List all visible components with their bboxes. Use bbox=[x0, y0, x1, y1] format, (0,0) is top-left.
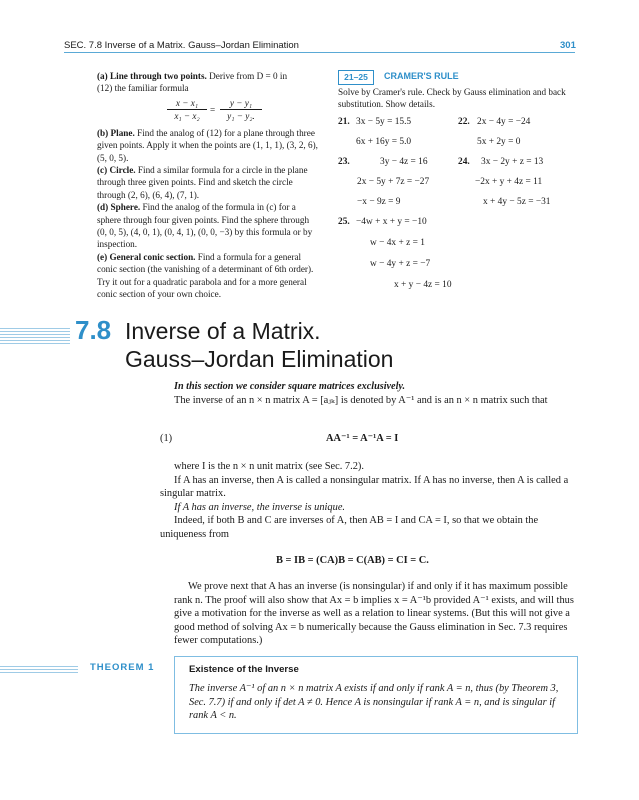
running-header: SEC. 7.8 Inverse of a Matrix. Gauss–Jordan Elimination bbox=[64, 40, 299, 51]
section-body-2 bbox=[160, 460, 576, 542]
paragraph-rank: We prove next that A has an inverse (is nonsingular) if and only if it has maximum possible rank n. The proof will also show that Ax = b implies x = A⁻¹b provided A⁻¹ exists, and will thus give a motivation for the inverse as well as a relation to linear systems. (But this will not give a good method of solving Ax = b numerically because the Gauss elimination in Sec. 7.3 requires fewer computations.) bbox=[174, 581, 574, 647]
formula-equals: = bbox=[210, 104, 216, 115]
exercise-c bbox=[97, 164, 319, 201]
problem-22-number: 22. bbox=[458, 117, 470, 127]
formula-numerator-left: x − x₁ bbox=[175, 97, 199, 108]
section-body bbox=[174, 380, 576, 407]
exercise-a-text2: (12) the familiar formula bbox=[97, 83, 189, 94]
exercise-e-label: (e) General conic section. bbox=[97, 251, 196, 262]
formula-numerator-right: y − y₁ bbox=[229, 97, 253, 108]
exercise-d-text: Find the analog of the formula in (c) for a sphere through four given points. Find the sphere through (0, 0, 5), (4, 0, 1), (0, 4, 1), (0, 0, −3) by this formula or by inspection. bbox=[97, 202, 313, 250]
exercise-a bbox=[97, 70, 319, 95]
theorem-decor-lines bbox=[0, 666, 78, 675]
paragraph-unit-matrix: where I is the n × n unit matrix (see Sec. 7.2). bbox=[174, 461, 364, 472]
theorem-box bbox=[174, 656, 578, 734]
theorem-label: THEOREM 1 bbox=[90, 662, 155, 673]
problem-24-number: 24. bbox=[458, 157, 470, 167]
problem-25-eq2: w − 4x + z = 1 bbox=[370, 238, 425, 248]
theorem-text: The inverse A⁻¹ of an n × n matrix A exists if and only if rank A = n, thus (by Theorem 3, Sec. 7.7) if and only if det A ≠ 0. Hence A is nonsingular if rank A = n, and is singular if rank A < n. bbox=[189, 683, 559, 722]
theorem-title: Existence of the Inverse bbox=[189, 664, 299, 675]
problem-21-eq1: 3x − 5y = 15.5 bbox=[356, 117, 412, 127]
problem-23-number: 23. bbox=[338, 157, 350, 167]
exercise-b-label: (b) Plane. bbox=[97, 127, 135, 138]
exercise-a-label: (a) Line through two points. bbox=[97, 71, 207, 81]
header-rule bbox=[64, 52, 575, 53]
exercise-d-label: (d) Sphere. bbox=[97, 202, 141, 213]
equation-uniqueness: B = IB = (CA)B = C(AB) = CI = C. bbox=[276, 555, 429, 566]
problem-24-eq2: −2x + y + 4z = 11 bbox=[475, 177, 543, 187]
problem-21-number: 21. bbox=[338, 117, 350, 127]
problem-25-eq4: x + y − 4z = 10 bbox=[394, 280, 452, 290]
problem-21-eq2: 6x + 16y = 5.0 bbox=[356, 137, 412, 147]
exercise-d bbox=[97, 201, 319, 251]
exercise-b bbox=[97, 127, 319, 164]
problem-22-eq2: 5x + 2y = 0 bbox=[477, 137, 521, 147]
exercise-left-column bbox=[97, 70, 319, 301]
problem-23-eq2: 2x − 5y + 7z = −27 bbox=[357, 177, 430, 187]
problem-instructions: Solve by Cramer's rule. Check by Gauss elimination and back substitution. Show details. bbox=[338, 87, 566, 110]
paragraph-uniqueness-proof: Indeed, if both B and C are inverses of A, then AB = I and CA = I, so that we obtain the uniqueness from bbox=[160, 515, 539, 540]
problem-25-eq3: w − 4y + z = −7 bbox=[370, 259, 431, 269]
problem-24-eq3: x + 4y − 5z = −31 bbox=[483, 197, 551, 207]
section-intro: In this section we consider square matrices exclusively. bbox=[174, 381, 406, 392]
exercise-a-text1: Derive from D = 0 in bbox=[206, 71, 288, 81]
exercise-e bbox=[97, 251, 319, 301]
exercise-c-text: Find a similar formula for a circle in the plane through three given points. Find and sketch the circle through (2, 6), (6, 4), (7, 1). bbox=[97, 165, 308, 200]
paragraph-definition: The inverse of an n × n matrix A = [aⱼₖ] is denoted by A⁻¹ and is an n × n matrix such that bbox=[174, 394, 548, 406]
problem-23-eq1: 3y − 4z = 16 bbox=[380, 157, 428, 167]
page-number: 301 bbox=[560, 40, 576, 51]
problem-24-eq1: 3x − 2y + z = 13 bbox=[481, 157, 544, 167]
exercise-b-text: Find the analog of (12) for a plane through three given points. Apply it when the points are (1, 1, 1), (3, 2, 6), (5, 0, 5). bbox=[97, 127, 318, 163]
equation-1-label: (1) bbox=[160, 433, 173, 444]
formula-denominator-left: x₁ − x₂ bbox=[167, 109, 207, 122]
line-formula bbox=[97, 97, 319, 127]
section-number: 7.8 bbox=[75, 315, 112, 345]
formula-denominator-right: y₁ − y₂. bbox=[220, 109, 262, 122]
equation-1: AA⁻¹ = A⁻¹A = I bbox=[326, 433, 399, 444]
exercise-e-text: Find a formula for a general conic section (the vanishing of a determinant of 6th order). Try it out for a quadratic parabola and for a more general conic section of your own choice. bbox=[97, 251, 314, 300]
problem-22-eq1: 2x − 4y = −24 bbox=[477, 117, 531, 127]
problem-range-tag: 21–25 bbox=[338, 70, 374, 85]
section-title-line1: Inverse of a Matrix. bbox=[125, 318, 321, 344]
paragraph-unique: If A has an inverse, the inverse is unique. bbox=[174, 501, 346, 513]
problem-25-number: 25. bbox=[338, 217, 350, 227]
problem-23-eq3: −x − 9z = 9 bbox=[357, 197, 401, 207]
problem-25-eq1: −4w + x + y = −10 bbox=[356, 217, 427, 227]
section-decor-lines bbox=[0, 328, 70, 346]
paragraph-nonsingular: If A has an inverse, then A is called a nonsingular matrix. If A has no inverse, then A is called a singular matrix. bbox=[160, 474, 569, 500]
section-title-line2: Gauss–Jordan Elimination bbox=[125, 346, 394, 372]
exercise-c-label: (c) Circle. bbox=[97, 165, 136, 176]
problem-set-title: CRAMER'S RULE bbox=[384, 71, 459, 81]
